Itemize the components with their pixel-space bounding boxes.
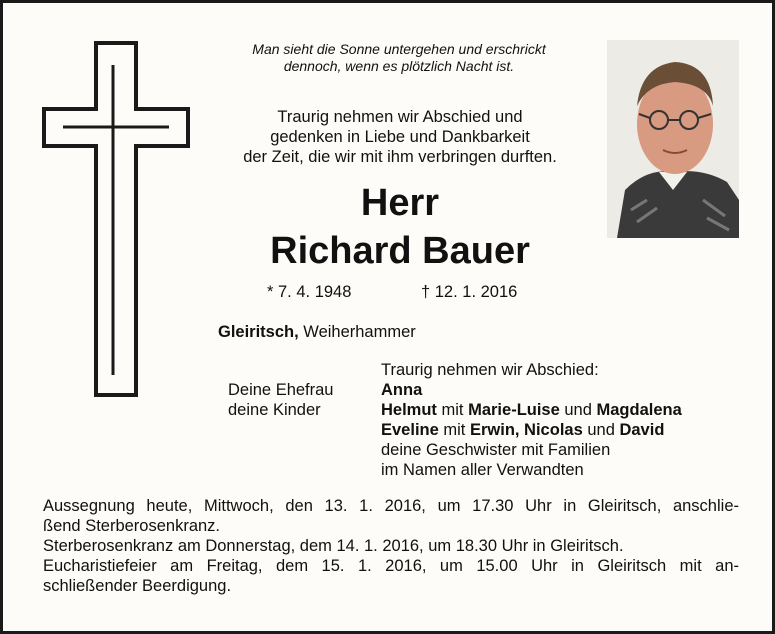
service-line: schließender Beerdigung. bbox=[43, 577, 232, 595]
mourner-name: Eveline bbox=[381, 421, 439, 439]
mourner-name: Magdalena bbox=[596, 401, 682, 419]
salutation: Herr bbox=[360, 182, 440, 224]
mourner-name: Anna bbox=[381, 381, 423, 399]
mourners-list bbox=[381, 380, 682, 480]
quote bbox=[213, 41, 585, 75]
mourner-name: Marie-Luise bbox=[468, 401, 560, 419]
intro-text bbox=[203, 107, 597, 167]
cross-icon bbox=[41, 41, 191, 397]
portrait-image bbox=[607, 40, 739, 238]
death-date: † 12. 1. 2016 bbox=[421, 283, 518, 301]
intro-line: gedenken in Liebe und Dankbarkeit bbox=[270, 128, 530, 146]
connector-text: und bbox=[559, 401, 597, 419]
service-line: Eucharistiefeier am Freitag, dem 15. 1. 2016, um 15.00 Uhr in Gleiritsch mit an- bbox=[43, 557, 739, 575]
connector-text: mit bbox=[436, 401, 469, 419]
service-line: Sterberosenkranz am Donnerstag, dem 14. 1. 2016, um 18.30 Uhr in Gleiritsch. bbox=[43, 537, 624, 555]
service-line: Aussegnung heute, Mittwoch, den 13. 1. 2016, um 17.30 Uhr in Gleiritsch, anschlie- bbox=[43, 497, 739, 515]
relation-wife: Deine Ehefrau bbox=[228, 381, 334, 399]
mourner-line bbox=[381, 380, 682, 400]
mourner-name: Helmut bbox=[381, 401, 437, 419]
intro-line: der Zeit, die wir mit ihm verbringen durften. bbox=[243, 148, 557, 166]
mourner-name: David bbox=[619, 421, 665, 439]
intro-line: Traurig nehmen wir Abschied und bbox=[277, 108, 523, 126]
relation-children: deine Kinder bbox=[228, 401, 321, 419]
service-line: ßend Sterberosenkranz. bbox=[43, 517, 221, 535]
connector-text: mit bbox=[438, 421, 470, 439]
mourners-heading: Traurig nehmen wir Abschied: bbox=[381, 361, 599, 379]
birth-date: * 7. 4. 1948 bbox=[267, 283, 352, 301]
quote-line: Man sieht die Sonne untergehen und erschrickt bbox=[252, 41, 546, 57]
town: Gleiritsch, bbox=[218, 323, 299, 341]
service-details bbox=[43, 496, 739, 596]
mourner-line: im Namen aller Verwandten bbox=[381, 461, 584, 479]
mourner-line bbox=[381, 420, 682, 440]
mourner-line: deine Geschwister mit Familien bbox=[381, 441, 611, 459]
quote-line: dennoch, wenn es plötzlich Nacht ist. bbox=[283, 58, 515, 74]
deceased-name: Richard Bauer bbox=[270, 230, 530, 272]
connector-text: und bbox=[582, 421, 620, 439]
district: Weiherhammer bbox=[298, 323, 416, 341]
place bbox=[218, 322, 416, 342]
mourner-line bbox=[381, 400, 682, 420]
mourner-name: Erwin, Nicolas bbox=[469, 421, 583, 439]
portrait-photo bbox=[607, 40, 739, 238]
